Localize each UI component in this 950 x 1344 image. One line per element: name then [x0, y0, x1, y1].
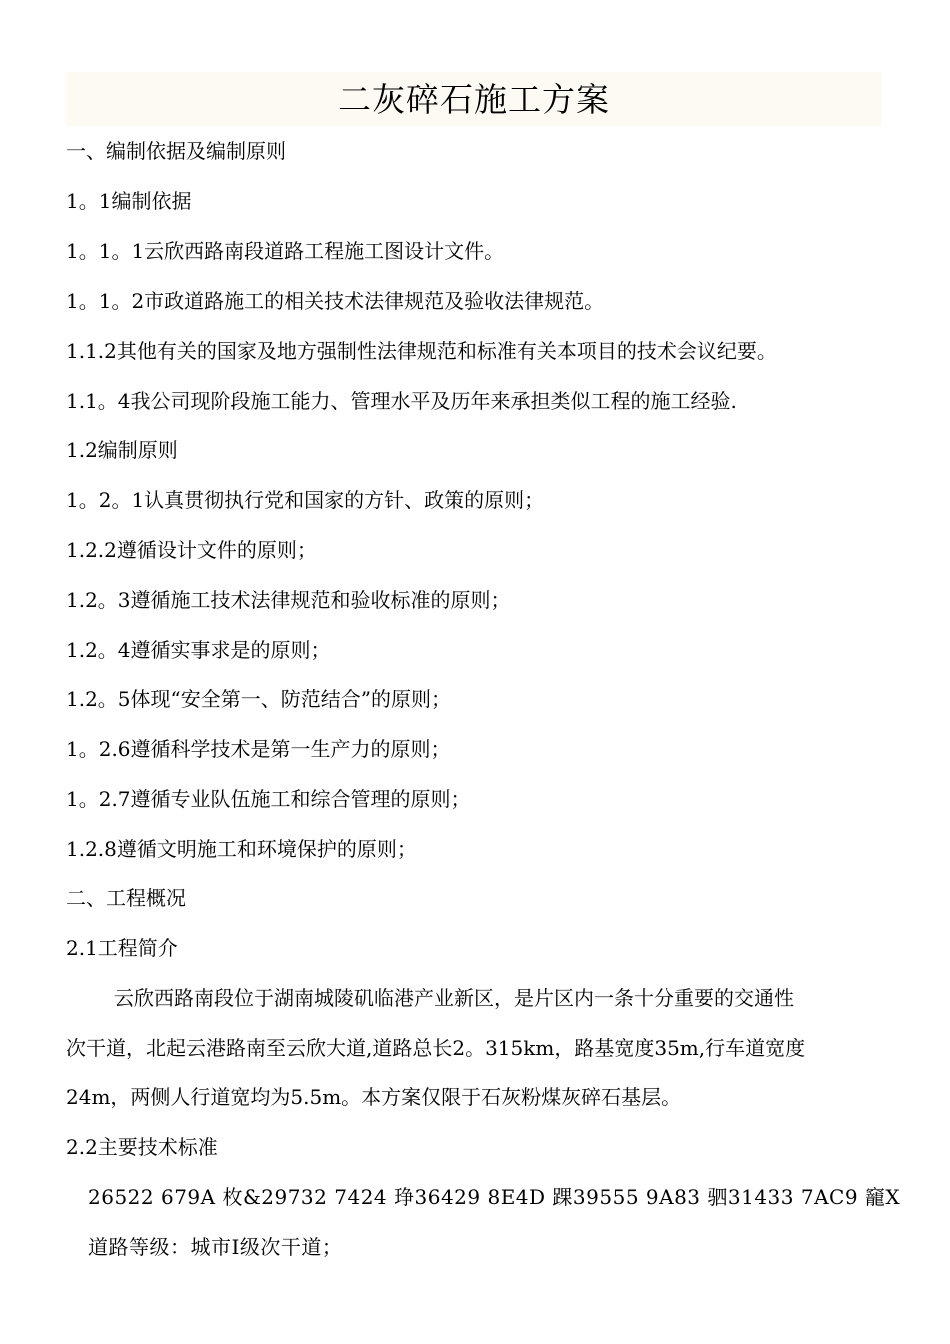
principle-item-8: 1.2.8遵循文明施工和环境保护的原则； [66, 837, 417, 861]
overview-paragraph-line-1: 云欣西路南段位于湖南城陵矶临港产业新区，是片区内一条十分重要的交通性 [114, 986, 794, 1010]
overview-paragraph-line-2: 次干道，北起云港路南至云欣大道,道路总长2。315km，路基宽度35m,行车道宽度 [66, 1036, 806, 1060]
principle-item-1: 1。2。1认真贯彻执行党和国家的方针、政策的原则； [66, 488, 545, 512]
subsection-heading-1-1: 1。1编制依据 [66, 189, 192, 213]
overview-paragraph-line-3: 24m，两侧人行道宽均为5.5m。本方案仅限于石灰粉煤灰碎石基层。 [66, 1085, 682, 1109]
principle-item-4: 1.2。4遵循实事求是的原则； [66, 638, 331, 662]
subsection-heading-2-2: 2.2主要技术标准 [66, 1135, 218, 1159]
garbled-code-line: 26522 679A 枚&29732 7424 琤36429 8E4D 踝39555 9A83 驷31433 7AC9 竉X [88, 1185, 901, 1209]
principle-item-5: 1.2。5体现“安全第一、防范结合”的原则； [66, 687, 451, 711]
subsection-heading-1-2: 1.2编制原则 [66, 438, 178, 462]
basis-item-2: 1。1。2市政道路施工的相关技术法律规范及验收法律规范。 [66, 289, 605, 313]
section-heading-2: 二、工程概况 [66, 886, 186, 910]
basis-item-3: 1.1.2其他有关的国家及地方强制性法律规范和标准有关本项目的技术会议纪要。 [66, 339, 777, 363]
principle-item-2: 1.2.2遵循设计文件的原则； [66, 538, 317, 562]
subsection-heading-2-1: 2.1工程简介 [66, 936, 178, 960]
document-title: 二灰碎石施工方案 [338, 80, 610, 119]
principle-item-6: 1。2.6遵循科学技术是第一生产力的原则； [66, 737, 451, 761]
road-grade-line: 道路等级：城市Ⅰ级次干道； [88, 1235, 343, 1259]
basis-item-4: 1.1。4我公司现阶段施工能力、管理水平及历年来承担类似工程的施工经验. [66, 389, 737, 413]
principle-item-3: 1.2。3遵循施工技术法律规范和验收标准的原则； [66, 588, 511, 612]
principle-item-7: 1。2.7遵循专业队伍施工和综合管理的原则； [66, 787, 471, 811]
section-heading-1: 一、编制依据及编制原则 [66, 139, 286, 163]
basis-item-1: 1。1。1云欣西路南段道路工程施工图设计文件。 [66, 239, 505, 263]
